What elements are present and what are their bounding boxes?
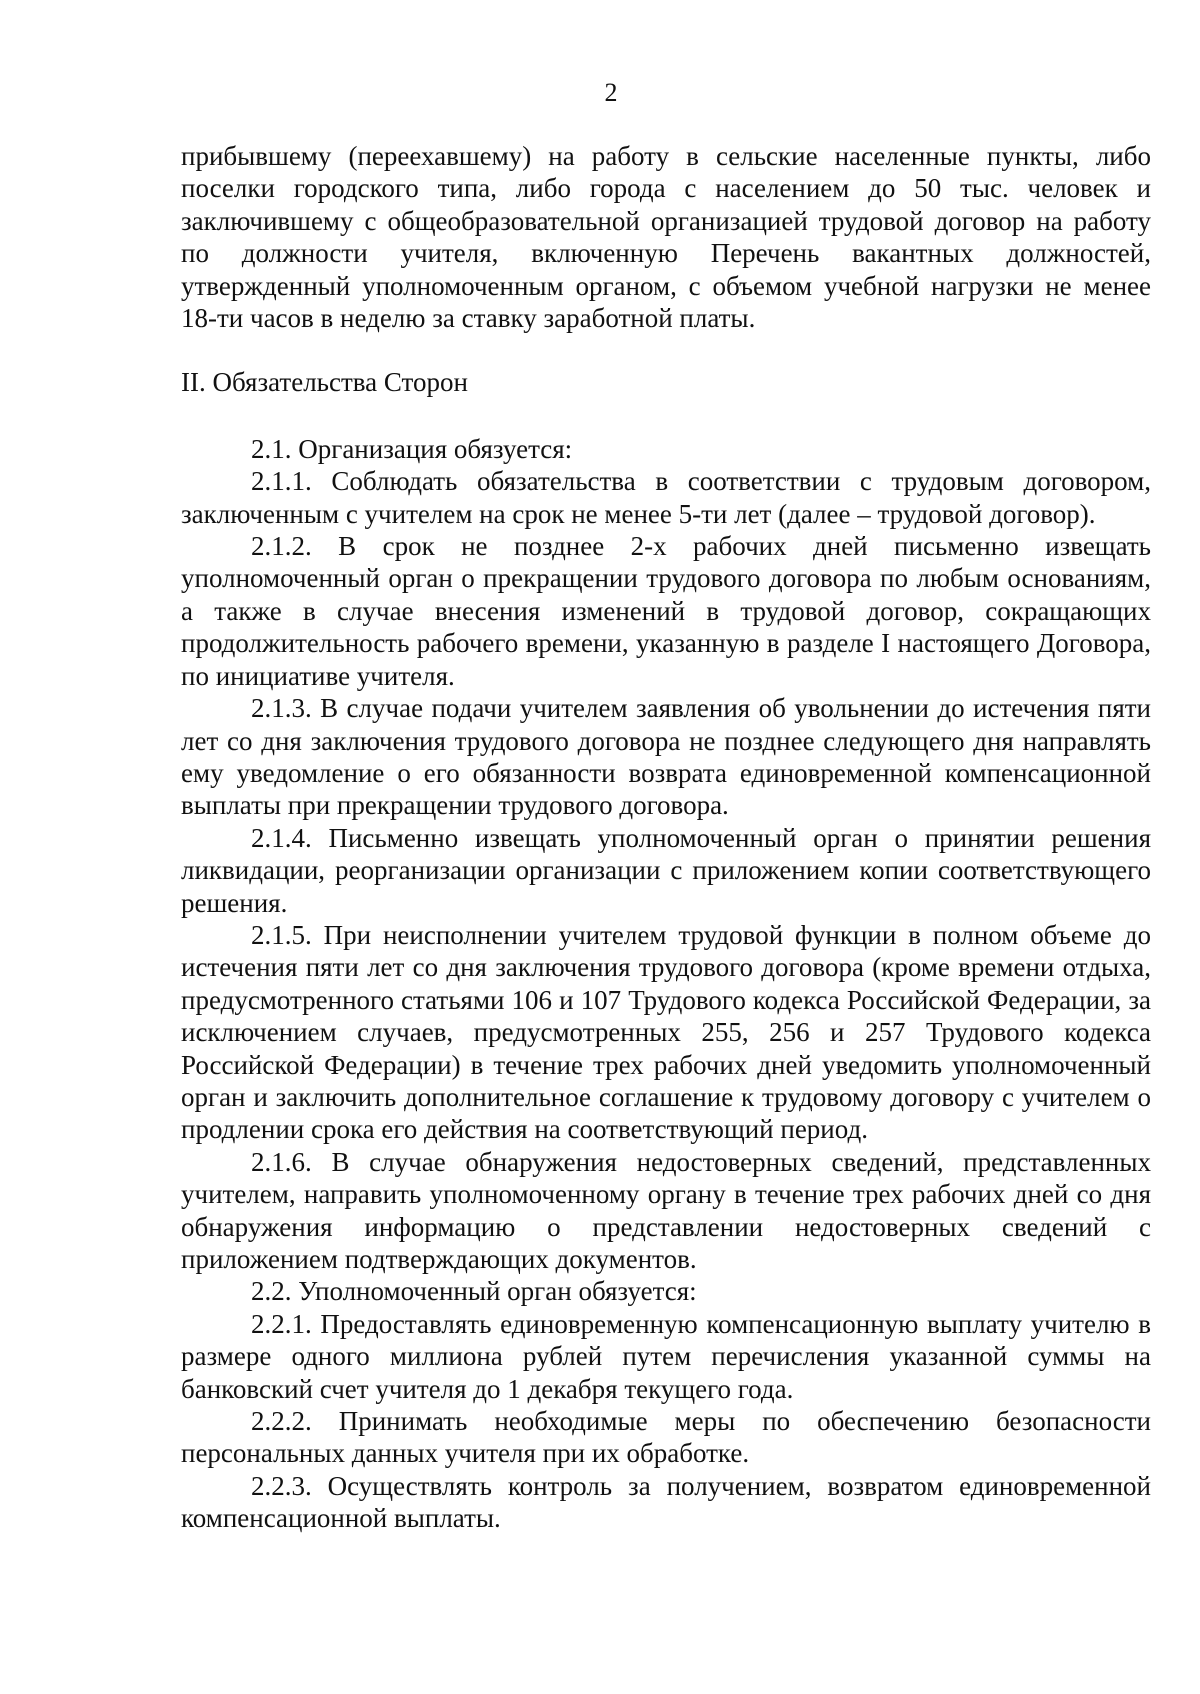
section-heading: II. Обязательства Сторон (181, 367, 468, 398)
clause-2-2: 2.2. Уполномоченный орган обязуется: (251, 1276, 697, 1307)
clause-2-1: 2.1. Организация обязуется: (251, 433, 573, 464)
clause-2-2-2: 2.2.2. Принимать необходимые меры по обеспечению безопасности персональных данных учителя при их обработке. (181, 1406, 1151, 1469)
clause-2-2-3: 2.2.3. Осуществлять контроль за получением, возвратом единовременной компенсационной выплаты. (181, 1470, 1151, 1534)
intro-paragraph: прибывшему (переехавшему) на работу в сельские населенные пункты, либо поселки городского типа, либо города с населением до 50 тыс. человек и заключившему с общеобразовательной организацией трудовой договор на работу по должности учителя, включенную Перечень вакантных должностей, утвержденный уполномоченным органом, с объемом учебной нагрузки не менее 18-ти часов в неделю за ставку заработной платы. (181, 141, 1151, 334)
page-number: 2 (604, 78, 618, 107)
document-body (181, 140, 1151, 1535)
clause-2-1-6: 2.1.6. В случае обнаружения недостоверных сведений, представленных учителем, направить уполномоченному органу в течение трех рабочих дней со дня обнаружения информацию о представлении недостоверных сведений с приложением подтверждающих документов. (181, 1146, 1151, 1274)
clause-2-1-4: 2.1.4. Письменно извещать уполномоченный орган о принятии решения ликвидации, реорганизации организации с приложением копии соответствующего решения. (181, 822, 1151, 918)
clause-2-1-5: 2.1.5. При неисполнении учителем трудовой функции в полном объеме до истечения пяти лет со дня заключения трудового договора (кроме времени отдыха, предусмотренного статьями 106 и 107 Трудового кодекса Российской Федерации, за исключением случаев, предусмотренных 255, 256 и 257 Трудового кодекса Российской Федерации) в течение трех рабочих дней уведомить уполномоченный орган и заключить дополнительное соглашение к трудовому договору с учителем о продлении срока его действия на соответствующий период. (181, 919, 1151, 1145)
clause-2-1-3: 2.1.3. В случае подачи учителем заявления об увольнении до истечения пяти лет со дня заключения трудового договора не позднее следующего дня направлять ему уведомление о его обязанности возврата единовременной компенсационной выплаты при прекращении трудового договора. (181, 693, 1151, 821)
clause-2-2-1: 2.2.1. Предоставлять единовременную компенсационную выплату учителю в размере одного миллиона рублей путем перечисления указанной суммы на банковский счет учителя до 1 декабря текущего года. (181, 1308, 1151, 1404)
clause-2-1-2: 2.1.2. В срок не позднее 2-х рабочих дней письменно извещать уполномоченный орган о прекращении трудового договора по любым основаниям, а также в случае внесения изменений в трудовой договор, сокращающих продолжительность рабочего времени, указанную в разделе I настоящего Договора, по инициативе учителя. (181, 531, 1151, 691)
clause-2-1-1: 2.1.1. Соблюдать обязательства в соответствии с трудовым договором, заключенным с учителем на срок не менее 5-ти лет (далее – трудовой договор). (181, 466, 1151, 529)
